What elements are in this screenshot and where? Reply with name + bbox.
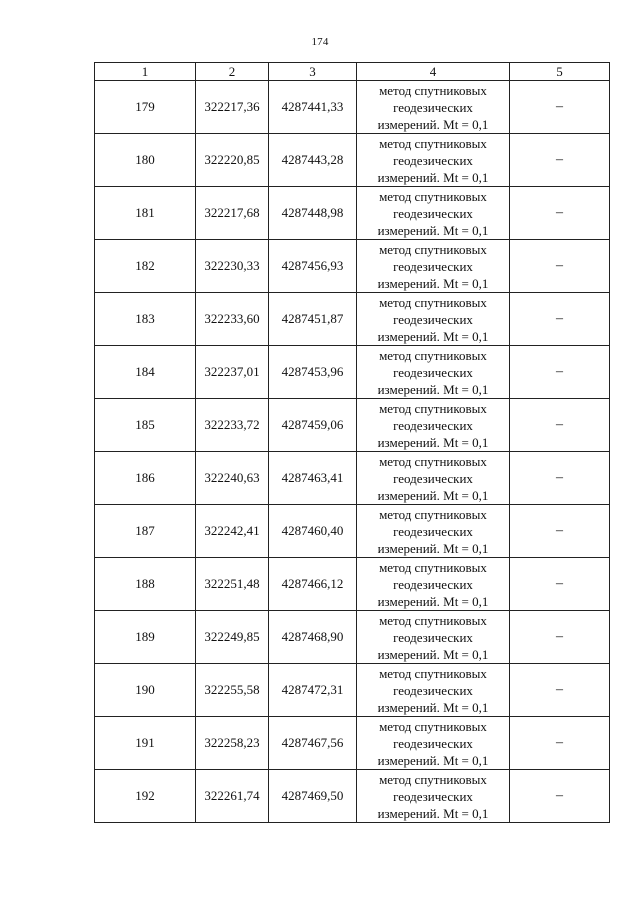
method-line: измерений. Mt = 0,1 <box>377 805 489 821</box>
x-coordinate-cell: 322255,58 <box>196 664 269 717</box>
x-coordinate-cell: 322220,85 <box>196 134 269 187</box>
method-line: геодезических <box>393 682 473 698</box>
point-number-cell: 191 <box>95 717 196 770</box>
y-coordinate-cell: 4287472,31 <box>269 664 357 717</box>
column-5-cell: – <box>510 187 610 240</box>
y-coordinate-cell: 4287466,12 <box>269 558 357 611</box>
column-header-1: 1 <box>95 63 196 81</box>
method-line: геодезических <box>393 788 473 804</box>
table-row <box>95 717 610 770</box>
table-row <box>95 505 610 558</box>
table-row <box>95 770 610 823</box>
method-line: измерений. Mt = 0,1 <box>377 116 489 132</box>
column-header-5: 5 <box>510 63 610 81</box>
method-line: геодезических <box>393 470 473 486</box>
point-number-cell: 189 <box>95 611 196 664</box>
header-row <box>95 63 610 81</box>
method-cell <box>357 452 510 505</box>
point-number-cell: 183 <box>95 293 196 346</box>
column-5-cell: – <box>510 770 610 823</box>
column-5-cell: – <box>510 399 610 452</box>
y-coordinate-cell: 4287468,90 <box>269 611 357 664</box>
method-line: метод спутниковых <box>379 82 487 98</box>
point-number-cell: 179 <box>95 81 196 134</box>
method-line: геодезических <box>393 99 473 115</box>
method-line: измерений. Mt = 0,1 <box>377 540 489 556</box>
column-header-2: 2 <box>196 63 269 81</box>
method-cell <box>357 558 510 611</box>
y-coordinate-cell: 4287456,93 <box>269 240 357 293</box>
table-row <box>95 611 610 664</box>
column-5-cell: – <box>510 664 610 717</box>
column-5-cell: – <box>510 452 610 505</box>
method-line: измерений. Mt = 0,1 <box>377 699 489 715</box>
point-number-cell: 182 <box>95 240 196 293</box>
y-coordinate-cell: 4287448,98 <box>269 187 357 240</box>
table-row <box>95 134 610 187</box>
method-line: геодезических <box>393 629 473 645</box>
table-row <box>95 293 610 346</box>
y-coordinate-cell: 4287443,28 <box>269 134 357 187</box>
table-body <box>95 81 610 823</box>
column-5-cell: – <box>510 558 610 611</box>
method-line: измерений. Mt = 0,1 <box>377 487 489 503</box>
method-line: измерений. Mt = 0,1 <box>377 328 489 344</box>
point-number-cell: 185 <box>95 399 196 452</box>
method-line: метод спутниковых <box>379 135 487 151</box>
point-number-cell: 188 <box>95 558 196 611</box>
table-header <box>95 63 610 81</box>
x-coordinate-cell: 322251,48 <box>196 558 269 611</box>
method-line: метод спутниковых <box>379 241 487 257</box>
x-coordinate-cell: 322233,72 <box>196 399 269 452</box>
point-number-cell: 187 <box>95 505 196 558</box>
column-5-cell: – <box>510 717 610 770</box>
table-row <box>95 81 610 134</box>
method-line: метод спутниковых <box>379 400 487 416</box>
method-line: геодезических <box>393 417 473 433</box>
method-line: геодезических <box>393 576 473 592</box>
x-coordinate-cell: 322249,85 <box>196 611 269 664</box>
point-number-cell: 192 <box>95 770 196 823</box>
method-line: измерений. Mt = 0,1 <box>377 169 489 185</box>
method-line: измерений. Mt = 0,1 <box>377 275 489 291</box>
point-number-cell: 190 <box>95 664 196 717</box>
method-cell <box>357 81 510 134</box>
y-coordinate-cell: 4287459,06 <box>269 399 357 452</box>
method-cell <box>357 664 510 717</box>
method-cell <box>357 770 510 823</box>
method-line: геодезических <box>393 152 473 168</box>
method-line: измерений. Mt = 0,1 <box>377 593 489 609</box>
x-coordinate-cell: 322237,01 <box>196 346 269 399</box>
column-header-3: 3 <box>269 63 357 81</box>
method-line: геодезических <box>393 523 473 539</box>
y-coordinate-cell: 4287463,41 <box>269 452 357 505</box>
method-line: измерений. Mt = 0,1 <box>377 434 489 450</box>
y-coordinate-cell: 4287451,87 <box>269 293 357 346</box>
method-line: измерений. Mt = 0,1 <box>377 381 489 397</box>
x-coordinate-cell: 322261,74 <box>196 770 269 823</box>
x-coordinate-cell: 322240,63 <box>196 452 269 505</box>
method-line: метод спутниковых <box>379 718 487 734</box>
x-coordinate-cell: 322258,23 <box>196 717 269 770</box>
column-5-cell: – <box>510 81 610 134</box>
point-number-cell: 184 <box>95 346 196 399</box>
table-row <box>95 187 610 240</box>
method-cell <box>357 134 510 187</box>
method-line: метод спутниковых <box>379 188 487 204</box>
column-5-cell: – <box>510 611 610 664</box>
y-coordinate-cell: 4287441,33 <box>269 81 357 134</box>
method-line: метод спутниковых <box>379 665 487 681</box>
method-line: геодезических <box>393 735 473 751</box>
method-line: измерений. Mt = 0,1 <box>377 752 489 768</box>
point-number-cell: 186 <box>95 452 196 505</box>
x-coordinate-cell: 322233,60 <box>196 293 269 346</box>
table-row <box>95 346 610 399</box>
column-5-cell: – <box>510 134 610 187</box>
column-5-cell: – <box>510 240 610 293</box>
method-line: измерений. Mt = 0,1 <box>377 646 489 662</box>
table-row <box>95 558 610 611</box>
method-line: метод спутниковых <box>379 347 487 363</box>
table-row <box>95 399 610 452</box>
table-row <box>95 664 610 717</box>
method-line: геодезических <box>393 258 473 274</box>
method-line: метод спутниковых <box>379 294 487 310</box>
y-coordinate-cell: 4287469,50 <box>269 770 357 823</box>
x-coordinate-cell: 322217,68 <box>196 187 269 240</box>
x-coordinate-cell: 322230,33 <box>196 240 269 293</box>
method-cell <box>357 717 510 770</box>
column-5-cell: – <box>510 505 610 558</box>
method-line: геодезических <box>393 311 473 327</box>
point-number-cell: 180 <box>95 134 196 187</box>
method-line: метод спутниковых <box>379 612 487 628</box>
method-line: метод спутниковых <box>379 453 487 469</box>
x-coordinate-cell: 322242,41 <box>196 505 269 558</box>
method-cell <box>357 399 510 452</box>
column-5-cell: – <box>510 293 610 346</box>
method-cell <box>357 240 510 293</box>
method-line: метод спутниковых <box>379 771 487 787</box>
column-header-4: 4 <box>357 63 510 81</box>
method-line: измерений. Mt = 0,1 <box>377 222 489 238</box>
method-cell <box>357 346 510 399</box>
method-cell <box>357 293 510 346</box>
method-line: метод спутниковых <box>379 559 487 575</box>
table-row <box>95 240 610 293</box>
x-coordinate-cell: 322217,36 <box>196 81 269 134</box>
method-line: геодезических <box>393 205 473 221</box>
method-line: геодезических <box>393 364 473 380</box>
point-number-cell: 181 <box>95 187 196 240</box>
method-line: метод спутниковых <box>379 506 487 522</box>
method-cell <box>357 611 510 664</box>
column-5-cell: – <box>510 346 610 399</box>
method-cell <box>357 187 510 240</box>
method-cell <box>357 505 510 558</box>
y-coordinate-cell: 4287467,56 <box>269 717 357 770</box>
page-number: 174 <box>311 36 329 48</box>
coordinates-table <box>94 62 610 823</box>
y-coordinate-cell: 4287453,96 <box>269 346 357 399</box>
y-coordinate-cell: 4287460,40 <box>269 505 357 558</box>
table-row <box>95 452 610 505</box>
